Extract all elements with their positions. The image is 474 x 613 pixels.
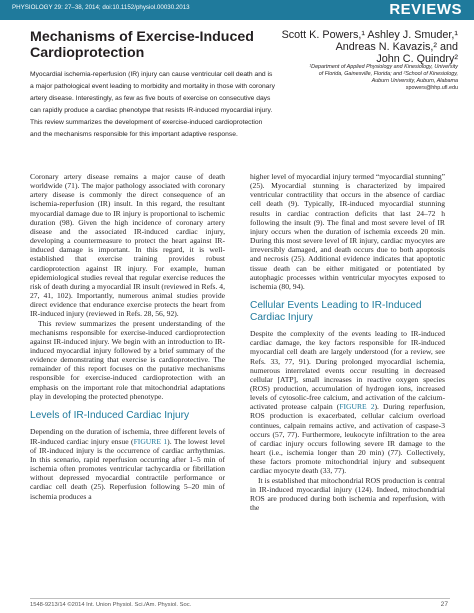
article-title: Mechanisms of Exercise-Induced Cardioprotection: [30, 29, 254, 61]
section-label: REVIEWS: [389, 1, 462, 18]
body-paragraph: This review summarizes the present understanding of the mechanisms responsible for exercise-induced cardioprotection against IR-induced injury. We begin with an introduction to IR-induced myocardial injury followed by a brief summary of the evidence demonstrating that exercise is cardioprotective. The remainder of this report focuses on the putative mechanisms responsible for exercise-induced cardioprotection with an emphasis on the important role that mitochondrial adaptations play in developing the protected phenotype.: [30, 318, 225, 401]
journal-citation: PHYSIOLOGY 29: 27–38, 2014; doi:10.1152/physiol.00030.2013: [12, 4, 190, 11]
author-line: John C. Quindry²: [376, 53, 458, 65]
affiliation-line: of Florida, Gainesville, Florida; and ²School of Kinesiology,: [318, 71, 458, 77]
section-heading: Cellular Events Leading to IR-Induced Cardiac Injury: [250, 300, 422, 323]
body-paragraph: higher level of myocardial injury termed “myocardial stunning” (25). Myocardial stunning is characterized by impaired ventricular contractility that occurs in the absence of cardiac cell death (9). Typically, IR-induced myocardial stunning results in cardiac contraction deficits that last 24–72 h following the insult (9). The final and most severe level of IR injury occurs when the duration of ischemia exceeds 20 min. During this most severe level of IR injury, cardiac myocytes are irreversibly damaged, and death occurs due to both apoptosis and necrosis (25). Additional evidence indicates that apoptotic tissue death can be either mitigated or potentiated by autophagic processes within ventricular myocytes exposed to ischemia (80, 94).: [250, 172, 445, 291]
journal-header-bar: [0, 0, 474, 20]
text-run: ). During reperfusion, ROS production is exacerbated, cellular calcium overload continues, calpain remains active, and activation of caspase-3 occurs (57, 77). Furthermore, leukocyte infiltration to the area of cardiac injury occurs following severe IR damage to the heart (i.e., ischemia longer than 20 min) (77). Collectively, these factors promote mitochondrial injury and subsequent cardiac myocyte death (33, 77).: [250, 402, 446, 476]
footer-divider: [30, 598, 450, 599]
text-run: Depending on the duration of ischemia, three different levels of IR-induced cardiac injury ensue (: [30, 427, 225, 446]
text-run: ). The lowest level of IR-induced injury is the occurrence of cardiac arrhythmias. In this scenario, rapid reperfusion occurring after 1–5 min of ischemia often promotes ventricular tachycardia or fibrillation without depressed myocardial contractile performance or cardiac cell death (25). Reperfusion following 5–20 min of ischemia produces a: [30, 436, 225, 501]
author-email[interactable]: spowers@hhp.ufl.edu: [405, 85, 458, 91]
author-list: [258, 29, 458, 65]
body-column-right: [250, 172, 445, 512]
affiliation-line: Auburn University, Auburn, Alabama: [371, 78, 458, 84]
body-paragraph: Coronary artery disease remains a major cause of death worldwide (71). The major pathology associated with coronary artery disease is commonly the direct consequence of an ischemia-reperfusion (IR) insult. In this regard, the resultant myocardial damage due to IR injury is proportional to ischemic duration (98). Given the high incidence of coronary artery disease and the associated IR-induced cardiac injury, developing a countermeasure to protect the heart against IR-induced damage is important. In this regard, it is well-established that exercise training provides robust cardioprotection against IR injury. For example, human epidemiological studies reveal that regular exercise reduces the risk of death during a myocardial IR insult (reviewed in Refs. 4, 27, 41, 102). Importantly, numerous animal studies provide direct evidence that endurance exercise protects the heart from IR-induced injury (reviewed in Refs. 28, 56, 92).: [30, 172, 225, 319]
footer-copyright: 1548-9213/14 ©2014 Int. Union Physiol. Sci./Am. Physiol. Soc.: [30, 602, 192, 608]
text-run: Despite the complexity of the events leading to IR-induced cardiac damage, the key factors responsible for IR-induced myocardial cell death are largely understood (for a review, see Refs. 33, 77, 91). During prolonged myocardial ischemia, numerous interrelated events occur resulting in decreased cellular [ATP], small increases in reactive oxygen species (ROS) production, accumulation of hydrogen ions, increased levels of cytosolic-free calcium, and activation of the calcium-activated protease calpain (: [250, 329, 445, 412]
page-number: 27: [440, 601, 448, 608]
abstract: Myocardial ischemia-reperfusion (IR) injury can cause ventricular cell death and is a major pathological event leading to morbidity and mortality in those with coronary artery disease. Interestingly, as few as five bouts of exercise on consecutive days can rapidly produce a cardiac phenotype that resists IR-induced myocardial injury. This review summarizes the development of exercise-induced cardioprotection and the mechanisms responsible for this important adaptive response.: [30, 71, 275, 139]
section-heading: Levels of IR-Induced Cardiac Injury: [30, 409, 190, 421]
body-paragraph: It is established that mitochondrial ROS production is central in IR-induced myocardial injury (124). Indeed, mitochondrial ROS are produced during both ischemia and reperfusion, with the: [250, 475, 445, 512]
figure-link[interactable]: FIGURE 2: [339, 402, 375, 412]
body-column-left: [30, 172, 225, 501]
figure-link[interactable]: FIGURE 1: [133, 436, 168, 446]
affiliation-line: ¹Department of Applied Physiology and Kinesiology, University: [309, 64, 458, 70]
author-line: Scott K. Powers,¹ Ashley J. Smuder,¹: [281, 29, 458, 41]
body-paragraph: [250, 329, 445, 476]
author-affiliation: [258, 64, 458, 92]
author-line: Andreas N. Kavazis,² and: [335, 41, 458, 53]
body-paragraph: [30, 427, 225, 500]
